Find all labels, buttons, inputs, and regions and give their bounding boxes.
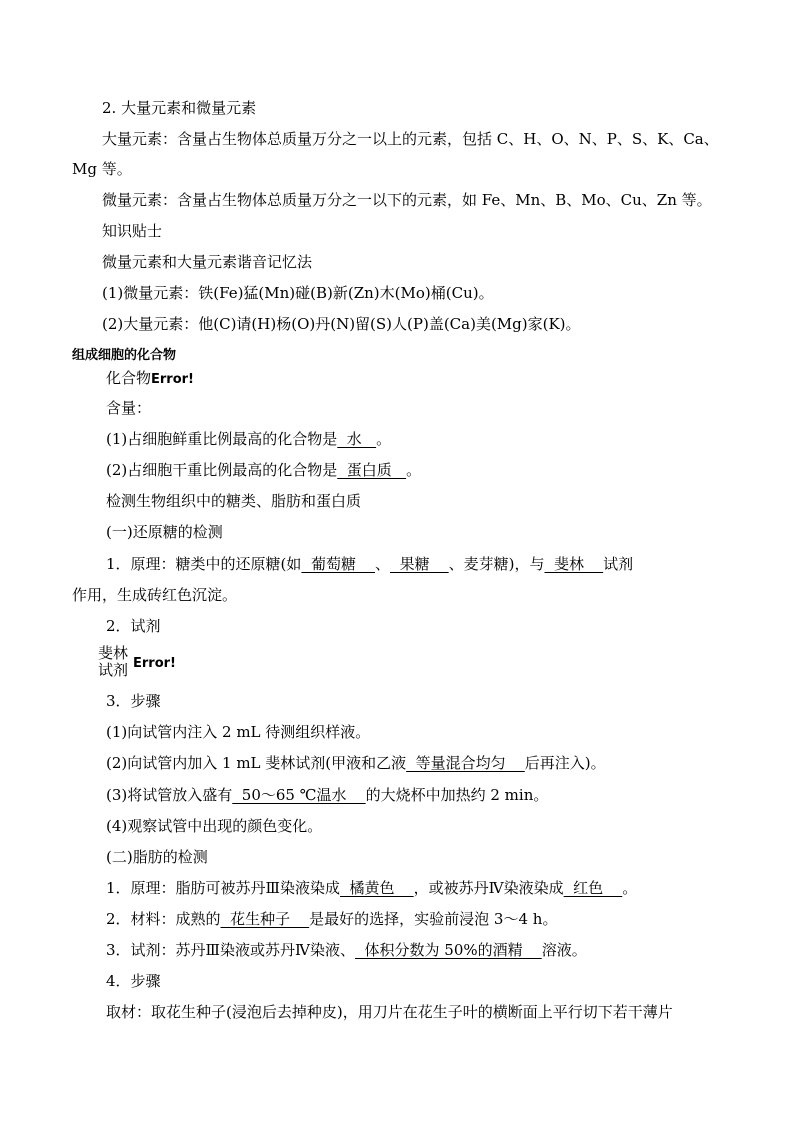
content-label: 含量： [106, 399, 152, 417]
step-4: (4)观察试管中出现的颜色变化。 [106, 817, 323, 835]
fat-text: ，或被苏丹Ⅳ染液染成 [413, 879, 564, 897]
reagent-stack [98, 645, 132, 679]
reagent-line: 试剂 [98, 661, 129, 679]
fat-text: 是最好的选择，实验前浸泡 3～4 h。 [309, 910, 558, 928]
answer-blank: 橘黄色 [340, 879, 414, 897]
step-2 [106, 753, 606, 773]
step-text: 后再注入)。 [524, 754, 606, 772]
fat-reagent [106, 940, 587, 960]
principle-text: 、麦芽糖)，与 [448, 555, 545, 573]
error-field: Error! [133, 656, 176, 671]
answer-blank: 葡萄糖 [301, 555, 376, 573]
mnemonic-micro: (1)微量元素：铁(Fe)猛(Mn)碰(B)新(Zn)木(Mo)桶(Cu)。 [102, 284, 494, 302]
reagent-line: 斐林 [98, 644, 129, 662]
part-heading-fat: (二)脂肪的检测 [106, 848, 208, 866]
fat-text: 溶液。 [541, 941, 587, 959]
fat-text: 。 [622, 879, 638, 897]
answer-blank: 果糖 [390, 555, 449, 573]
micro-element-text: 微量元素：含量占生物体总质量万分之一以下的元素，如 Fe、Mn、B、Mo、Cu、Zn 等。 [102, 191, 712, 209]
error-field: Error! [151, 372, 194, 387]
question-text: (2)占细胞干重比例最高的化合物是 [106, 461, 338, 479]
reagent-heading: 2．试剂 [106, 617, 161, 635]
fat-text: 2．材料：成熟的 [106, 910, 221, 928]
compounds-line [106, 368, 194, 390]
part-heading-sugar: (一)还原糖的检测 [106, 523, 223, 541]
separator: 、 [375, 555, 391, 573]
answer-blank: 花生种子 [220, 910, 310, 928]
question-end: 。 [376, 430, 392, 448]
answer-blank: 等量混合均匀 [406, 754, 525, 772]
step-text: 的大烧杯中加热约 2 min。 [365, 786, 549, 804]
compounds-label: 化合物 [106, 369, 152, 387]
answer-blank: 蛋白质 [337, 461, 407, 479]
answer-blank: 体积分数为 50%的酒精 [355, 941, 542, 959]
principle-line [106, 554, 633, 574]
fat-sampling: 取材：取花生种子(浸泡后去掉种皮)，用刀片在花生子叶的横断面上平行切下若干薄片 [106, 1003, 673, 1021]
answer-blank: 水 [337, 430, 377, 448]
macro-element-text: 大量元素：含量占生物体总质量万分之一以上的元素，包括 C、H、O、N、P、S、K、Ca、 [102, 130, 719, 148]
fat-material [106, 909, 557, 929]
question-end: 。 [406, 461, 422, 479]
step-text: (2)向试管内加入 1 mL 斐林试剂(甲液和乙液 [106, 754, 407, 772]
answer-blank: 红色 [563, 879, 623, 897]
fat-text: 1．原理：脂肪可被苏丹Ⅲ染液染成 [106, 879, 341, 897]
compounds-heading: 组成细胞的化合物 [72, 348, 177, 363]
steps-heading: 3．步骤 [106, 692, 161, 710]
mnemonic-title: 微量元素和大量元素谐音记忆法 [102, 253, 313, 271]
question-2 [106, 460, 421, 480]
principle-text: 1．原理：糖类中的还原糖(如 [106, 555, 302, 573]
section-heading: 2. 大量元素和微量元素 [102, 99, 257, 117]
question-text: (1)占细胞鲜重比例最高的化合物是 [106, 430, 338, 448]
answer-blank: 斐林 [544, 555, 604, 573]
step-3 [106, 785, 548, 805]
principle-text: 试剂 [603, 555, 634, 573]
question-1 [106, 429, 391, 449]
macro-element-text-cont: Mg 等。 [72, 160, 132, 178]
step-1: (1)向试管内注入 2 mL 待测组织样液。 [106, 723, 371, 741]
tip-title: 知识贴士 [102, 222, 163, 240]
fat-steps-heading: 4．步骤 [106, 972, 161, 990]
fat-text: 3．试剂：苏丹Ⅲ染液或苏丹Ⅳ染液、 [106, 941, 355, 959]
detection-title: 检测生物组织中的糖类、脂肪和蛋白质 [106, 492, 362, 510]
step-text: (3)将试管放入盛有 [106, 786, 233, 804]
principle-line-cont: 作用，生成砖红色沉淀。 [72, 586, 238, 604]
fat-principle [106, 878, 637, 898]
answer-blank: 50～65 ℃温水 [232, 786, 366, 804]
mnemonic-macro: (2)大量元素：他(C)请(H)杨(O)丹(N)留(S)人(P)盖(Ca)美(Mg)家(K)。 [102, 315, 581, 333]
